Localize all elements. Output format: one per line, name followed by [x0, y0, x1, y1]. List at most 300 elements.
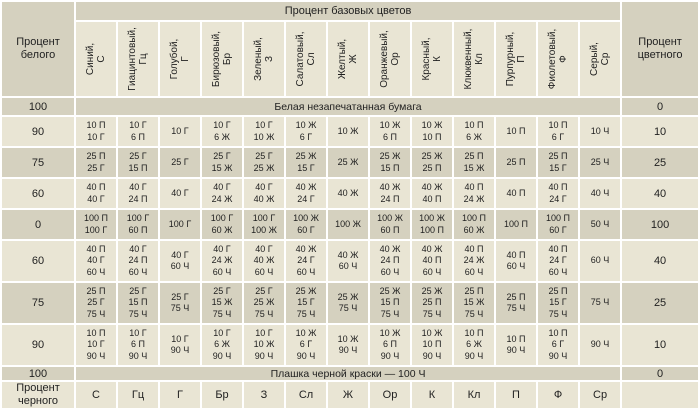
mix-cell	[328, 325, 368, 365]
white-percent-cell: 60	[2, 241, 74, 281]
column-header-label: Голубой, Г	[168, 38, 191, 80]
footer-letter-cell: Ср	[580, 382, 620, 408]
mix-cell	[454, 241, 494, 281]
mix-cell	[328, 210, 368, 239]
column-header-label: Красный, К	[420, 37, 443, 81]
mix-line: 100 Г	[84, 224, 108, 235]
mix-line: 40 Ж	[421, 182, 443, 193]
mix-cell	[370, 283, 410, 323]
footer-letter-cell: Г	[160, 382, 200, 408]
mix-cell	[160, 210, 200, 239]
table-row	[2, 210, 698, 239]
full-width-note-cell: Белая незапечатанная бумага	[76, 98, 620, 115]
mix-cell	[118, 241, 158, 281]
mix-line: 15 Ж	[211, 297, 233, 308]
mix-line: 10 Г	[255, 120, 273, 131]
mix-line: 10 Ж	[379, 328, 401, 339]
footer-letter-cell: Сл	[286, 382, 326, 408]
mix-cell	[496, 117, 536, 146]
mix-line: 90 Ч	[380, 350, 400, 361]
mix-line: 10 П	[506, 333, 526, 344]
mix-cell	[202, 117, 242, 146]
mix-cell	[328, 148, 368, 177]
mix-cell	[286, 210, 326, 239]
white-percent-cell: 75	[2, 283, 74, 323]
mix-cell	[118, 148, 158, 177]
mix-line: 15 Г	[297, 297, 315, 308]
mix-line: 24 П	[128, 255, 148, 266]
mix-cell	[580, 148, 620, 177]
mix-line: 90 Ч	[170, 345, 190, 355]
mix-cell	[286, 179, 326, 208]
mix-cell	[202, 325, 242, 365]
footer-letter-cell: Бр	[202, 382, 242, 408]
mix-line: 100 П	[546, 213, 570, 224]
mix-line: 25 Г	[129, 151, 147, 162]
mix-line: 40 П	[422, 193, 442, 204]
mix-cell	[76, 210, 116, 239]
mix-cell	[580, 179, 620, 208]
mix-line: 60 Ч	[464, 266, 484, 277]
column-header-Сл	[286, 22, 326, 96]
mix-line: 15 Ж	[211, 162, 233, 173]
mix-cell	[328, 241, 368, 281]
mix-line: 40 Ж	[379, 182, 401, 193]
mix-line: 25 Ч	[590, 156, 610, 167]
mix-line: 90 Ч	[254, 350, 274, 361]
mix-cell	[370, 241, 410, 281]
mix-line: 40 Г	[87, 255, 105, 266]
mix-line: 40 Г	[171, 187, 189, 198]
mix-line: 15 П	[128, 162, 148, 173]
mix-cell	[118, 325, 158, 365]
white-percent-cell: 0	[2, 210, 74, 239]
mix-line: 25 Ж	[337, 156, 359, 167]
mix-line: 75 Ч	[296, 308, 316, 319]
footer-letter-cell: П	[496, 382, 536, 408]
column-header-Ф	[538, 22, 578, 96]
column-header-С	[76, 22, 116, 96]
mix-cell	[286, 241, 326, 281]
mix-line: 60 П	[380, 224, 400, 235]
mix-line: 25 Г	[255, 286, 273, 297]
mix-line: 25 Ж	[337, 291, 359, 302]
mix-line: 60 П	[128, 224, 148, 235]
column-header-label: Фиолетовый, Ф	[546, 28, 569, 90]
mix-line: 25 Ж	[295, 151, 317, 162]
column-header-Бр	[202, 22, 242, 96]
mix-line: 60 Ч	[506, 261, 526, 271]
mix-cell	[286, 283, 326, 323]
mix-line: 25 Г	[255, 151, 273, 162]
mix-cell	[454, 325, 494, 365]
mix-line: 10 Г	[87, 339, 105, 350]
mix-line: 10 Г	[255, 328, 273, 339]
column-header-З	[244, 22, 284, 96]
mix-line: 10 Г	[87, 131, 105, 142]
footer-letter-cell: К	[412, 382, 452, 408]
mix-line: 10 П	[422, 339, 442, 350]
mix-line: 60 Ч	[548, 266, 568, 277]
mix-line: 100 Ж	[293, 213, 319, 224]
white-percent-cell: 60	[2, 179, 74, 208]
mix-cell	[412, 179, 452, 208]
mix-line: 90 Ч	[548, 350, 568, 361]
mix-line: 60 Г	[297, 224, 315, 235]
mix-line: 60 Ч	[296, 266, 316, 277]
mix-cell	[496, 325, 536, 365]
mix-cell	[286, 325, 326, 365]
white-percent-header: Процент белого	[2, 2, 74, 96]
mix-line: 25 П	[422, 297, 442, 308]
mix-line: 40 Ж	[253, 193, 275, 204]
mix-line: 10 Ж	[295, 328, 317, 339]
mix-line: 15 П	[128, 297, 148, 308]
mix-line: 10 Ч	[590, 125, 610, 136]
mix-line: 90 Ч	[590, 339, 610, 350]
mix-cell	[370, 210, 410, 239]
mix-line: 40 П	[506, 187, 526, 198]
mix-line: 40 Ж	[295, 182, 317, 193]
mix-line: 90 Ч	[422, 350, 442, 361]
mix-cell	[454, 179, 494, 208]
mix-cell	[538, 283, 578, 323]
mix-cell	[328, 179, 368, 208]
mix-line: 25 Г	[213, 286, 231, 297]
white-percent-cell: 90	[2, 117, 74, 146]
mix-line: 90 Ч	[296, 350, 316, 361]
mix-line: 10 Г	[213, 328, 231, 339]
mix-line: 60 Ч	[254, 266, 274, 277]
mix-line: 10 Г	[213, 120, 231, 131]
mix-cell	[328, 117, 368, 146]
footer-letter-cell: Кл	[454, 382, 494, 408]
mix-line: 75 Ч	[380, 308, 400, 319]
mix-cell	[76, 283, 116, 323]
mix-cell	[118, 117, 158, 146]
mix-cell	[496, 148, 536, 177]
mix-cell	[244, 117, 284, 146]
mix-cell	[118, 179, 158, 208]
mix-cell	[454, 148, 494, 177]
mix-cell	[538, 117, 578, 146]
mix-line: 40 Ж	[253, 255, 275, 266]
mix-line: 25 Г	[171, 156, 189, 167]
mix-cell	[538, 148, 578, 177]
mix-line: 40 П	[548, 182, 568, 193]
mix-line: 40 Ж	[295, 244, 317, 255]
mix-line: 25 П	[86, 286, 106, 297]
mix-line: 40 Ж	[337, 249, 359, 260]
table-body	[2, 2, 698, 408]
colored-percent-header: Процент цветного	[622, 2, 698, 96]
mix-line: 24 Ж	[211, 255, 233, 266]
colored-percent-cell: 0	[622, 367, 698, 380]
mix-cell	[202, 241, 242, 281]
table-row	[2, 179, 698, 208]
mix-line: 25 Г	[129, 286, 147, 297]
footer-letter-cell: Ф	[538, 382, 578, 408]
column-header-Г	[160, 22, 200, 96]
mix-line: 24 Ж	[463, 255, 485, 266]
mix-line: 24 П	[128, 193, 148, 204]
mix-cell	[538, 241, 578, 281]
mix-line: 60 Ч	[212, 266, 232, 277]
mix-line: 40 П	[464, 182, 484, 193]
mix-line: 100 П	[420, 224, 444, 235]
mix-line: 100 Г	[168, 218, 192, 229]
mix-line: 25 Г	[87, 162, 105, 173]
table-row	[2, 148, 698, 177]
mix-line: 15 П	[380, 297, 400, 308]
mix-line: 10 Ж	[337, 333, 359, 344]
colored-percent-cell: 10	[622, 325, 698, 365]
mix-line: 100 Ж	[419, 213, 445, 224]
mix-line: 25 Г	[87, 297, 105, 308]
mix-line: 60 Ч	[86, 266, 106, 277]
mix-line: 10 Ж	[379, 120, 401, 131]
mix-line: 75 Ч	[590, 297, 610, 308]
mix-cell	[370, 148, 410, 177]
mix-line: 75 Ч	[464, 308, 484, 319]
mix-cell	[202, 210, 242, 239]
mix-line: 40 Г	[171, 249, 189, 260]
footer-letter-cell: С	[76, 382, 116, 408]
mix-line: 15 Ж	[463, 162, 485, 173]
mix-line: 10 Г	[129, 120, 147, 131]
mix-line: 40 Г	[129, 182, 147, 193]
mix-line: 90 Ч	[86, 350, 106, 361]
mix-line: 25 Г	[213, 151, 231, 162]
mix-line: 60 Ч	[338, 261, 358, 271]
mix-line: 75 Ч	[128, 308, 148, 319]
footer-letter-cell: Гц	[118, 382, 158, 408]
mix-line: 40 П	[464, 244, 484, 255]
mix-line: 6 Г	[551, 131, 565, 142]
colored-percent-cell: 25	[622, 148, 698, 177]
mix-cell	[160, 179, 200, 208]
column-header-label: Клюквенный, Кл	[462, 28, 485, 90]
mix-line: 24 П	[380, 255, 400, 266]
mix-line: 60 Г	[549, 224, 567, 235]
mix-line: 24 Г	[549, 193, 567, 204]
mix-line: 25 П	[548, 286, 568, 297]
mix-line: 75 Ч	[86, 308, 106, 319]
mix-line: 25 Ж	[379, 286, 401, 297]
mix-cell	[454, 283, 494, 323]
mix-cell	[76, 179, 116, 208]
mix-cell	[412, 241, 452, 281]
mix-line: 60 Ж	[463, 224, 485, 235]
mix-cell	[244, 179, 284, 208]
mix-cell	[202, 179, 242, 208]
mix-line: 25 Ж	[253, 297, 275, 308]
mix-line: 10 П	[548, 328, 568, 339]
white-percent-cell: 100	[2, 367, 74, 380]
column-header-Ор	[370, 22, 410, 96]
mix-line: 50 Ч	[590, 218, 610, 229]
column-header-label: Оранжевый, Ор	[378, 30, 401, 88]
table-row	[2, 117, 698, 146]
mix-cell	[202, 148, 242, 177]
mix-line: 24 Г	[297, 255, 315, 266]
mix-line: 10 П	[86, 120, 106, 131]
mix-line: 40 Г	[255, 244, 273, 255]
column-header-Кл	[454, 22, 494, 96]
mix-line: 25 Ж	[379, 151, 401, 162]
mix-line: 40 Ж	[379, 244, 401, 255]
full-width-note-cell: Плашка черной краски — 100 Ч	[76, 367, 620, 380]
mix-line: 15 П	[380, 162, 400, 173]
mix-cell	[580, 210, 620, 239]
mix-line: 10 Ж	[295, 120, 317, 131]
mix-line: 10 П	[464, 328, 484, 339]
footer-letter-cell: Ж	[328, 382, 368, 408]
mix-line: 10 П	[422, 131, 442, 142]
mix-cell	[286, 117, 326, 146]
table-row	[2, 241, 698, 281]
mix-line: 100 П	[462, 213, 486, 224]
mix-line: 100 Ж	[377, 213, 403, 224]
mix-line: 75 Ч	[338, 303, 358, 313]
mix-line: 15 Ж	[463, 297, 485, 308]
mix-line: 25 Ж	[421, 151, 443, 162]
black-percent-row	[2, 382, 698, 408]
mix-line: 25 П	[86, 151, 106, 162]
mix-line: 75 Ч	[254, 308, 274, 319]
mix-line: 10 Ж	[253, 131, 275, 142]
column-header-label: Бирюзовый, Бр	[210, 30, 233, 88]
colored-percent-cell: 25	[622, 283, 698, 323]
mix-cell	[412, 117, 452, 146]
column-header-label: Зеленый, З	[252, 37, 275, 81]
white-percent-cell: 90	[2, 325, 74, 365]
mix-line: 40 П	[506, 249, 526, 260]
mix-cell	[496, 241, 536, 281]
mix-line: 6 П	[131, 339, 145, 350]
mix-line: 100 Г	[126, 213, 150, 224]
table-row	[2, 367, 698, 380]
mix-line: 75 Ч	[548, 308, 568, 319]
column-header-К	[412, 22, 452, 96]
mix-cell	[118, 210, 158, 239]
mix-line: 90 Ч	[128, 350, 148, 361]
mix-line: 24 Ж	[211, 193, 233, 204]
mix-line: 6 Ж	[466, 131, 482, 142]
mix-line: 6 П	[131, 131, 145, 142]
mix-line: 25 П	[506, 291, 526, 302]
mix-line: 100 Г	[210, 213, 234, 224]
mix-line: 25 П	[464, 151, 484, 162]
mix-line: 25 П	[548, 151, 568, 162]
mix-line: 40 Ж	[337, 187, 359, 198]
mix-line: 15 Г	[549, 297, 567, 308]
column-header-label: Гиацинтовый, Гц	[126, 27, 149, 91]
mix-line: 6 Г	[299, 131, 313, 142]
mix-cell	[244, 148, 284, 177]
white-percent-cell: 100	[2, 98, 74, 115]
column-header-Гц	[118, 22, 158, 96]
mix-cell	[412, 210, 452, 239]
mix-line: 25 Ж	[253, 162, 275, 173]
mix-line: 6 Ж	[214, 339, 230, 350]
mix-cell	[412, 148, 452, 177]
mix-cell	[160, 241, 200, 281]
mix-cell	[370, 325, 410, 365]
mix-line: 10 Ж	[421, 328, 443, 339]
mix-line: 40 Ж	[421, 244, 443, 255]
mix-line: 24 Ж	[463, 193, 485, 204]
mix-line: 10 П	[464, 120, 484, 131]
mix-line: 90 Ч	[212, 350, 232, 361]
mix-cell	[580, 325, 620, 365]
column-header-label: Серый, Ср	[588, 42, 612, 76]
mix-cell	[496, 179, 536, 208]
mix-cell	[76, 325, 116, 365]
mix-cell	[76, 148, 116, 177]
black-percent-header: Процент черного	[2, 382, 74, 408]
mix-line: 10 Ж	[421, 120, 443, 131]
mix-line: 60 Ч	[170, 261, 190, 271]
mix-line: 60 Ч	[380, 266, 400, 277]
mix-line: 40 П	[86, 244, 106, 255]
mix-line: 90 Ч	[464, 350, 484, 361]
mix-cell	[160, 148, 200, 177]
mix-line: 25 П	[422, 162, 442, 173]
mix-line: 75 Ч	[506, 303, 526, 313]
colored-percent-cell: 40	[622, 241, 698, 281]
mix-line: 6 Г	[299, 339, 313, 350]
mix-cell	[160, 325, 200, 365]
mix-cell	[538, 325, 578, 365]
mix-line: 100 П	[504, 218, 528, 229]
mix-line: 40 Г	[129, 244, 147, 255]
mix-cell	[118, 283, 158, 323]
mix-line: 75 Ч	[422, 308, 442, 319]
mix-cell	[76, 241, 116, 281]
mix-line: 24 Г	[297, 193, 315, 204]
mix-line: 10 Г	[129, 328, 147, 339]
mix-cell	[286, 148, 326, 177]
mix-line: 100 Ж	[251, 224, 277, 235]
mix-line: 40 П	[86, 182, 106, 193]
mix-line: 10 П	[86, 328, 106, 339]
mix-line: 6 П	[383, 131, 397, 142]
mix-line: 40 Ч	[590, 187, 610, 198]
base-colors-header: Процент базовых цветов	[76, 2, 620, 20]
mix-line: 60 Ч	[590, 255, 610, 266]
table-row	[2, 325, 698, 365]
mix-line: 10 Ж	[337, 125, 359, 136]
column-header-Ср	[580, 22, 620, 96]
mix-line: 25 Ж	[295, 286, 317, 297]
footer-blank-cell	[622, 382, 698, 408]
mix-cell	[496, 283, 536, 323]
mix-cell	[160, 117, 200, 146]
mix-line: 25 Ж	[421, 286, 443, 297]
mix-line: 15 Г	[549, 162, 567, 173]
column-header-label: Салатовый, Сл	[294, 31, 317, 87]
mix-cell	[244, 241, 284, 281]
mix-line: 60 Ч	[128, 266, 148, 277]
mix-line: 10 Ж	[253, 339, 275, 350]
mix-cell	[244, 325, 284, 365]
column-header-Ж	[328, 22, 368, 96]
table-row	[2, 98, 698, 115]
mix-line: 6 П	[383, 339, 397, 350]
mix-cell	[496, 210, 536, 239]
mix-line: 10 Г	[171, 333, 189, 344]
